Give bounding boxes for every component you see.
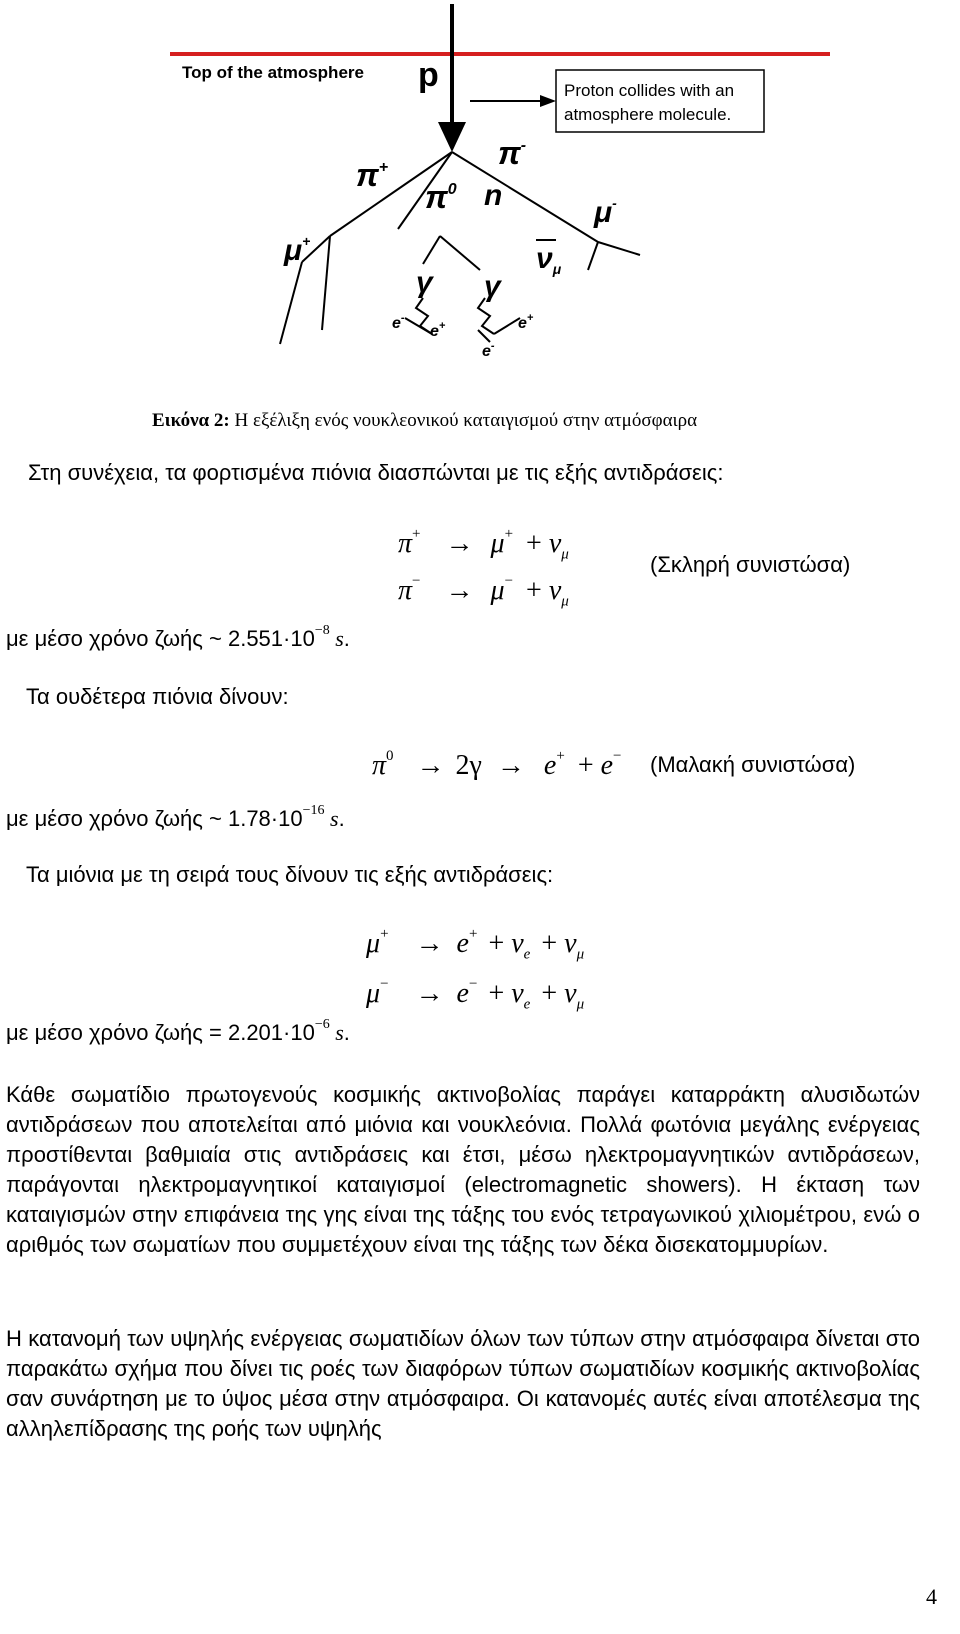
intro-neutral-pions: Τα ουδέτερα πιόνια δίνουν: (26, 684, 289, 709)
atmosphere-top-bar (170, 52, 830, 56)
neutron-label: n (484, 179, 503, 212)
paragraph-shower-description: Κάθε σωματίδιο πρωτογενούς κοσμικής ακτινοβολίας παράγει καταρράκτη αλυσιδωτών αντιδράσεων που αποτελείται από μιόνια και νουκλεόνια. Πολλά φωτόνια μεγάλης ενέργειας προστίθενται βαθμιαία στις αντιδράσεις και έτσι, μέσω ηλεκτρομαγνητικών αντιδράσεων, παράγονται ηλεκτρομαγνητικοί καταιγισμοί (electromagnetic showers). Η έκταση των καταιγισμών στην επιφάνεια της γης είναι της τάξης του ενός τετραγωνικού χιλιομέτρου, ενώ ο αριθμός των σωματίων που συμμετέχουν είναι της τάξης των δέκα δισεκατομμυρίων. (6, 1082, 920, 1257)
positron-label-center: e+ (430, 320, 446, 340)
pi-plus-label: π+ (356, 157, 389, 193)
electron-label-left: e- (392, 312, 405, 332)
equation-mu-plus-decay: $\mu^+ \to e^+ + \nu_e + \nu_\mu$ (366, 925, 585, 963)
gamma-label-left: γ (416, 266, 433, 299)
nubar-mu-label (536, 240, 562, 277)
equation-mu-minus-decay: $\mu^- \to e^- + \nu_e + \nu_\mu$ (366, 975, 585, 1013)
cosmic-shower-figure (0, 0, 960, 380)
figure-caption (152, 410, 697, 432)
caption-text: Η εξέλιξη ενός νουκλεονικού καταιγισμού στην ατμόσφαιρα (229, 410, 698, 431)
hard-component-label: (Σκληρή συνιστώσα) (650, 552, 851, 577)
lifetime-charged-pion: με μέσο χρόνο ζωής ~ $2.551\cdot 10^{-8}$ s. (6, 623, 350, 651)
top-of-atmosphere-label: Top of the atmosphere (182, 63, 364, 82)
positron-label-right: e+ (518, 312, 534, 332)
shower-tracks (280, 152, 640, 344)
caption-label: Εικόνα 2: (152, 410, 230, 431)
intro-charged-pions: Στη συνέχεια, τα φορτισμένα πιόνια διασπώνται με τις εξής αντιδράσεις: (28, 460, 724, 485)
paragraph-flux-distribution: Η κατανομή των υψηλής ενέργειας σωματιδίων όλων των τύπων στην ατμόσφαιρα δίνεται στο παρακάτω σχήμα που δίνει τις ροές των διαφόρων τύπων σωματιδίων κοσμικής ακτινοβολίας σαν συνάρτηση με το ύψος μέσα στην ατμόσφαιρα. Οι κατανομές αυτές είναι αποτέλεσμα της αλληλεπίδρασης της ροής των υψηλής (6, 1326, 920, 1441)
pi-zero-label: $\pi^0$ (425, 179, 457, 215)
lifetime-neutral-pion: με μέσο χρόνο ζωής ~ $1.78\cdot 10^{-16}$ s. (6, 803, 345, 831)
mu-plus-label: μ+ (284, 233, 311, 267)
equation-pi-minus-decay: $\pi^- \to \mu^- + \nu_\mu$ (398, 572, 569, 610)
lifetime-muon: με μέσο χρόνο $\zeta\omega ή\varsigma = 2.201\cdot 10^{-6}$ s. (6, 1017, 350, 1045)
intro-muons: Τα μιόνια με τη σειρά τους δίνουν τις εξής αντιδράσεις: (26, 862, 554, 887)
proton-arrowhead (438, 122, 466, 152)
gamma-label-right: γ (484, 270, 501, 303)
mu-minus-label: μ- (594, 195, 617, 229)
svg-text:νμ: $\nu_\mu$ (536, 242, 562, 277)
pi-minus-label: π- (498, 135, 527, 171)
info-box-line2: atmosphere molecule. (564, 105, 732, 124)
info-box-arrowhead (540, 95, 556, 107)
soft-component-label: (Μαλακή συνιστώσα) (650, 752, 856, 777)
info-box-line1: Proton collides with an (564, 81, 735, 100)
equation-pi-plus-decay: $\pi^+ \to \mu^+ + \nu_\mu$ (398, 525, 569, 563)
page-number: 4 (926, 1584, 937, 1609)
electron-label-bottom: e- (482, 340, 495, 360)
equation-pi-zero-decay: $\pi^0 \to 2\gamma \to e^+ + e^-$ (372, 747, 622, 781)
proton-label: p (418, 56, 439, 94)
